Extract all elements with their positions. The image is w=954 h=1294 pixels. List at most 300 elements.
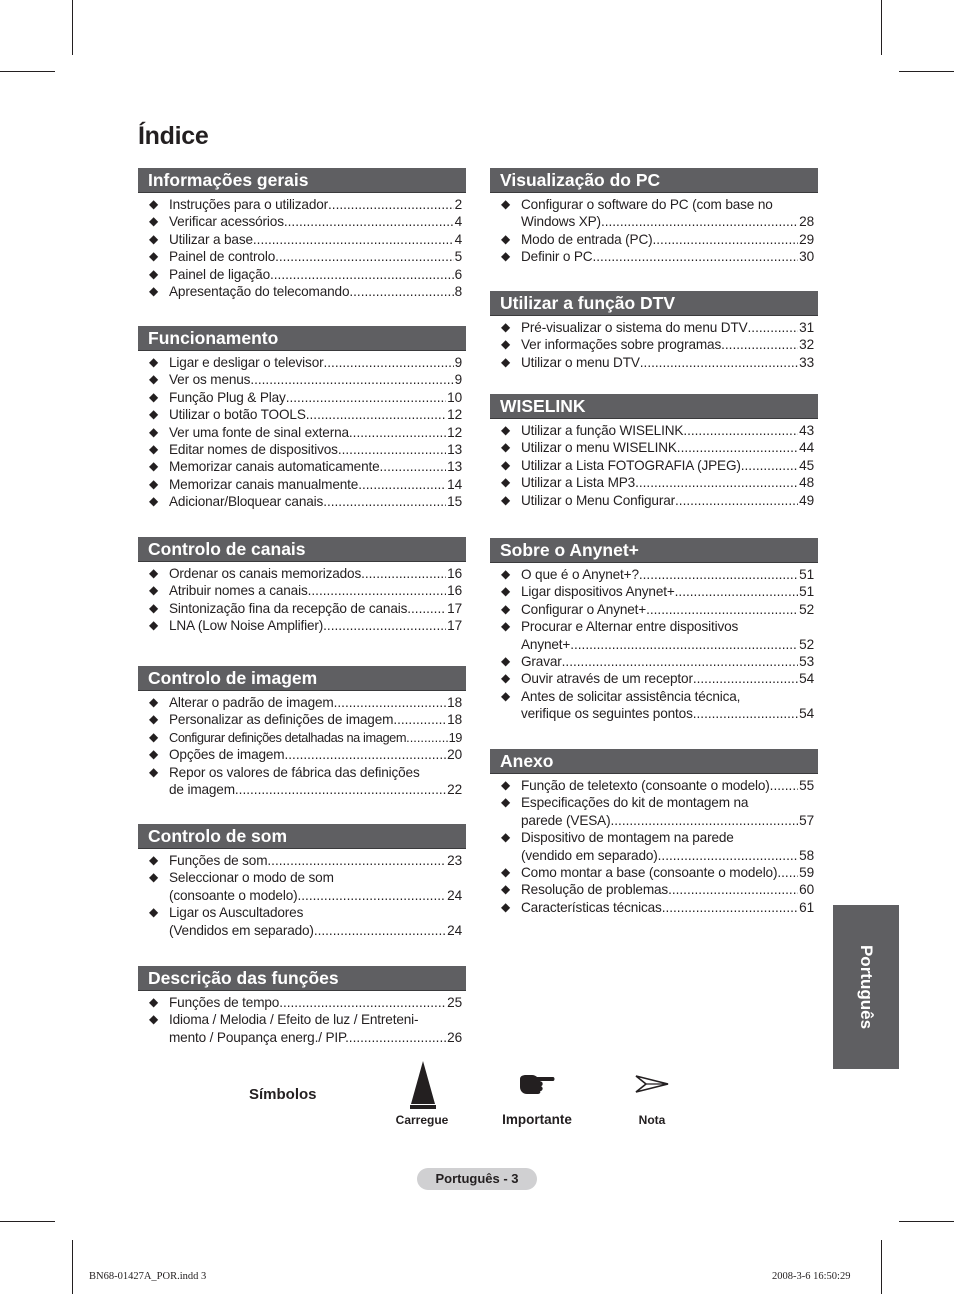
toc-page-number: 53 xyxy=(799,654,814,670)
toc-page-number: 4 xyxy=(454,214,462,230)
toc-entry[interactable] xyxy=(138,231,466,248)
toc-page-number: 55 xyxy=(799,778,814,793)
toc-entry-text: Instruções para o utilizador xyxy=(169,197,329,212)
toc-page-number: 57 xyxy=(799,812,814,828)
toc-entry-text: Painel de ligação xyxy=(169,266,270,282)
toc-entry[interactable] xyxy=(138,904,466,939)
toc-entry-text: Utilizar a Lista MP3 xyxy=(521,475,636,491)
dot-leader xyxy=(323,617,446,634)
toc-entry-text: Pré-visualizar o sistema do menu DTV xyxy=(521,320,748,335)
dot-leader xyxy=(683,422,798,439)
toc-page-number: 14 xyxy=(447,476,462,492)
crop-mark xyxy=(881,0,882,55)
dot-leader xyxy=(777,864,798,881)
toc-entry[interactable] xyxy=(490,601,818,618)
toc-entry-text: Utilizar a Lista FOTOGRAFIA (JPEG) xyxy=(521,457,741,473)
diamond-bullet-icon: ◆ xyxy=(501,354,511,369)
toc-entry[interactable] xyxy=(490,618,818,653)
diamond-bullet-icon: ◆ xyxy=(501,440,511,455)
toc-page-number: 51 xyxy=(799,567,814,582)
toc-page-number: 26 xyxy=(447,1029,462,1045)
dot-leader xyxy=(741,457,798,474)
toc-page-number: 16 xyxy=(447,583,462,599)
dot-leader xyxy=(328,196,454,213)
toc-entry[interactable] xyxy=(490,354,818,371)
toc-section-visualizacao-do-pc xyxy=(490,168,818,266)
toc-entry[interactable] xyxy=(138,869,466,904)
toc-entry-text: Utilizar o Menu Configurar xyxy=(521,492,676,508)
toc-entry-text: Ouvir através de um receptor xyxy=(521,671,693,687)
toc-page-number: 31 xyxy=(799,320,814,335)
diamond-bullet-icon: ◆ xyxy=(149,494,159,509)
diamond-bullet-icon: ◆ xyxy=(501,475,511,490)
diamond-bullet-icon: ◆ xyxy=(149,266,159,281)
language-side-tab-label: Português xyxy=(857,944,876,1030)
toc-page-number: 15 xyxy=(447,494,462,510)
toc-entry[interactable] xyxy=(138,441,466,458)
toc-entry-text: Funções de som xyxy=(169,853,268,868)
toc-entry[interactable] xyxy=(138,493,466,510)
toc-entry-text: Ordenar os canais memorizados xyxy=(169,566,362,581)
diamond-bullet-icon: ◆ xyxy=(149,995,159,1009)
toc-page-number: 25 xyxy=(447,995,462,1010)
diamond-bullet-icon: ◆ xyxy=(501,249,511,264)
toc-entry-text: Repor os valores de fábrica das definições xyxy=(169,764,420,780)
toc-page-number: 17 xyxy=(447,600,462,616)
dot-leader xyxy=(323,493,446,510)
dot-leader xyxy=(406,729,447,746)
toc-entry[interactable] xyxy=(138,565,466,582)
toc-entry-text: Utilizar o menu DTV xyxy=(521,354,640,370)
toc-entry[interactable] xyxy=(490,688,818,723)
toc-entry[interactable] xyxy=(138,729,466,746)
toc-page-number: 60 xyxy=(799,882,814,898)
section-heading: Visualização do PC xyxy=(490,168,818,193)
diamond-bullet-icon: ◆ xyxy=(501,567,511,581)
toc-entry[interactable] xyxy=(138,746,466,763)
diamond-bullet-icon: ◆ xyxy=(501,865,511,880)
toc-entry-text: (consoante o modelo) xyxy=(169,887,298,903)
crop-mark xyxy=(899,1221,954,1222)
toc-page-number: 30 xyxy=(799,249,814,265)
dot-leader xyxy=(662,899,798,916)
press-icon xyxy=(408,1060,438,1110)
toc-entry-text: Função de teletexto (consoante o modelo) xyxy=(521,778,770,793)
section-heading: Controlo de imagem xyxy=(138,666,466,691)
toc-entry-text: Ligar dispositivos Anynet+ xyxy=(521,584,675,600)
symbol-caption-note: Nota xyxy=(638,1113,666,1127)
toc-entry-text: Opções de imagem xyxy=(169,747,285,763)
diamond-bullet-icon: ◆ xyxy=(149,372,159,387)
toc-page-number: 18 xyxy=(447,695,462,710)
dot-leader xyxy=(393,711,446,728)
dot-leader xyxy=(653,231,799,248)
diamond-bullet-icon: ◆ xyxy=(501,231,511,246)
dot-leader xyxy=(646,601,798,618)
toc-entry-text: Gravar xyxy=(521,654,562,670)
toc-entry[interactable] xyxy=(138,389,466,406)
toc-page-number: 9 xyxy=(454,372,462,388)
dot-leader xyxy=(361,565,446,582)
toc-entry[interactable] xyxy=(490,422,818,439)
toc-entry-text: Apresentação do telecomando xyxy=(169,284,350,300)
dot-leader xyxy=(675,492,798,509)
dot-leader xyxy=(253,231,454,248)
toc-entry[interactable] xyxy=(490,864,818,881)
toc-section-controlo-de-imagem xyxy=(138,666,466,798)
toc-entry-text: Procurar e Alternar entre dispositivos xyxy=(521,619,739,635)
section-heading: Funcionamento xyxy=(138,326,466,351)
diamond-bullet-icon: ◆ xyxy=(501,899,511,914)
toc-entry[interactable] xyxy=(138,1011,466,1046)
toc-page-number: 54 xyxy=(799,706,814,722)
diamond-bullet-icon: ◆ xyxy=(149,389,159,404)
toc-entry[interactable] xyxy=(490,248,818,265)
dot-leader xyxy=(635,474,798,491)
toc-page-number: 6 xyxy=(454,266,462,282)
toc-entry[interactable] xyxy=(138,711,466,728)
toc-entry-text: Ver os menus xyxy=(169,372,251,388)
diamond-bullet-icon: ◆ xyxy=(501,492,511,507)
dot-leader xyxy=(570,636,798,653)
diamond-bullet-icon: ◆ xyxy=(149,566,159,580)
diamond-bullet-icon: ◆ xyxy=(501,830,511,845)
dot-leader xyxy=(592,248,798,265)
toc-page-number: 52 xyxy=(799,601,814,617)
print-slug-file: BN68-01427A_POR.indd 3 xyxy=(89,1271,207,1282)
toc-entry-text: Antes de solicitar assistência técnica, xyxy=(521,688,741,704)
diamond-bullet-icon: ◆ xyxy=(501,457,511,472)
toc-entry[interactable] xyxy=(490,336,818,353)
toc-entry-text: mento / Poupança energ./ PIP. xyxy=(169,1029,349,1045)
toc-page-number: 8 xyxy=(454,284,462,300)
dot-leader xyxy=(334,694,447,711)
dot-leader xyxy=(658,847,799,864)
diamond-bullet-icon: ◆ xyxy=(149,870,159,885)
dot-leader xyxy=(610,812,798,829)
toc-page-number: 49 xyxy=(799,492,814,508)
section-heading: Descrição das funções xyxy=(138,966,466,991)
diamond-bullet-icon: ◆ xyxy=(149,905,159,920)
crop-mark xyxy=(881,1240,882,1294)
toc-entry[interactable] xyxy=(490,196,818,231)
toc-entry[interactable] xyxy=(138,617,466,634)
diamond-bullet-icon: ◆ xyxy=(149,459,159,474)
dot-leader xyxy=(284,213,454,230)
toc-entry[interactable] xyxy=(490,670,818,687)
dot-leader xyxy=(693,670,798,687)
section-heading: Anexo xyxy=(490,749,818,774)
toc-entry[interactable] xyxy=(138,248,466,265)
toc-entry-text: Como montar a base (consoante o modelo) xyxy=(521,865,778,881)
toc-entry-text: Configurar o software do PC (com base no xyxy=(521,197,773,212)
toc-section-sobre-o-anynet xyxy=(490,538,818,723)
toc-entry-text: Personalizar as definições de imagem xyxy=(169,712,394,728)
toc-entry-text: Utilizar a função WISELINK xyxy=(521,423,684,438)
dot-leader xyxy=(308,582,447,599)
toc-entry[interactable] xyxy=(138,406,466,423)
dot-leader xyxy=(338,441,446,458)
toc-page-number: 51 xyxy=(799,584,814,600)
toc-entry-text: (Vendidos em separado) xyxy=(169,922,314,938)
diamond-bullet-icon: ◆ xyxy=(149,355,159,369)
toc-entry[interactable] xyxy=(490,653,818,670)
toc-entry[interactable] xyxy=(138,354,466,371)
toc-page-number: 5 xyxy=(454,249,462,265)
toc-entry[interactable] xyxy=(138,213,466,230)
diamond-bullet-icon: ◆ xyxy=(149,197,159,211)
toc-entry-text: Ligar os Auscultadores xyxy=(169,905,304,921)
toc-entry[interactable] xyxy=(138,476,466,493)
toc-entry-text: Memorizar canais manualmente xyxy=(169,476,359,492)
crop-mark xyxy=(72,1240,73,1294)
toc-entry-text: Verificar acessórios xyxy=(169,214,284,230)
section-heading: Controlo de canais xyxy=(138,537,466,562)
toc-section-funcionamento xyxy=(138,326,466,511)
diamond-bullet-icon: ◆ xyxy=(149,764,159,779)
dot-leader xyxy=(270,266,454,283)
toc-entry[interactable] xyxy=(138,694,466,711)
dot-leader xyxy=(286,389,446,406)
diamond-bullet-icon: ◆ xyxy=(501,197,511,211)
section-heading: Utilizar a função DTV xyxy=(490,291,818,316)
dot-leader xyxy=(677,439,798,456)
toc-entry[interactable] xyxy=(490,231,818,248)
dot-leader xyxy=(640,354,798,371)
page-title: Índice xyxy=(138,122,209,150)
toc-entry-text: Utilizar a base xyxy=(169,231,253,247)
toc-page-number: 19 xyxy=(448,729,462,745)
diamond-bullet-icon: ◆ xyxy=(501,688,511,703)
toc-entry[interactable] xyxy=(490,457,818,474)
toc-entry[interactable] xyxy=(490,881,818,898)
dot-leader xyxy=(349,283,453,300)
toc-page-number: 17 xyxy=(447,618,462,634)
toc-page-number: 9 xyxy=(454,355,462,370)
toc-entry-text: Adicionar/Bloquear canais xyxy=(169,494,324,510)
toc-entry-text: Funções de tempo xyxy=(169,995,280,1010)
toc-entry-text: Função Plug & Play xyxy=(169,389,286,405)
diamond-bullet-icon: ◆ xyxy=(501,619,511,634)
toc-entry-text: Características técnicas xyxy=(521,899,662,915)
crop-mark xyxy=(72,0,73,55)
dot-leader xyxy=(284,746,446,763)
dot-leader xyxy=(562,653,799,670)
toc-entry-text: parede (VESA) xyxy=(521,812,611,828)
toc-page-number: 32 xyxy=(799,337,814,353)
toc-page-number: 23 xyxy=(447,853,462,868)
section-heading: Controlo de som xyxy=(138,824,466,849)
toc-entry-text: Ver uma fonte de sinal externa xyxy=(169,424,349,440)
toc-entry-text: Utilizar o botão TOOLS xyxy=(169,407,306,423)
dot-leader xyxy=(279,994,446,1011)
page-number-badge: Português - 3 xyxy=(417,1168,537,1190)
dot-leader xyxy=(668,881,798,898)
diamond-bullet-icon: ◆ xyxy=(149,712,159,727)
toc-entry[interactable] xyxy=(138,458,466,475)
diamond-bullet-icon: ◆ xyxy=(149,695,159,709)
toc-entry[interactable] xyxy=(138,582,466,599)
diamond-bullet-icon: ◆ xyxy=(149,424,159,439)
toc-entry-text: O que é o Anynet+? xyxy=(521,567,639,582)
toc-entry-text: Configurar definições detalhadas na imagem xyxy=(169,729,407,745)
toc-entry[interactable] xyxy=(138,283,466,300)
toc-entry[interactable] xyxy=(490,439,818,456)
section-heading: Sobre o Anynet+ xyxy=(490,538,818,563)
toc-section-utilizar-a-funcao-dtv xyxy=(490,291,818,371)
toc-entry[interactable] xyxy=(138,196,466,213)
toc-page-number: 52 xyxy=(799,636,814,652)
dot-leader xyxy=(721,336,798,353)
dot-leader xyxy=(235,781,446,798)
dot-leader xyxy=(314,922,446,939)
toc-page-number: 43 xyxy=(799,423,814,438)
diamond-bullet-icon: ◆ xyxy=(501,882,511,897)
toc-entry[interactable] xyxy=(138,852,466,869)
toc-page-number: 18 xyxy=(447,712,462,728)
toc-entry-text: verifique os seguintes pontos xyxy=(521,706,693,722)
toc-page-number: 22 xyxy=(447,782,462,798)
diamond-bullet-icon: ◆ xyxy=(501,778,511,792)
arrow-note-icon xyxy=(634,1074,670,1094)
dot-leader xyxy=(358,476,446,493)
toc-page-number: 12 xyxy=(447,407,462,423)
toc-entry[interactable] xyxy=(490,794,818,829)
toc-page-number: 28 xyxy=(799,214,814,230)
toc-entry[interactable] xyxy=(138,994,466,1011)
toc-entry[interactable] xyxy=(490,319,818,336)
dot-leader xyxy=(693,705,798,722)
toc-section-descricao-das-funcoes xyxy=(138,966,466,1046)
crop-mark xyxy=(899,71,954,72)
toc-page-number: 24 xyxy=(447,922,462,938)
diamond-bullet-icon: ◆ xyxy=(501,654,511,669)
toc-entry[interactable] xyxy=(138,371,466,388)
diamond-bullet-icon: ◆ xyxy=(149,407,159,422)
toc-page-number: 33 xyxy=(799,354,814,370)
dot-leader xyxy=(770,777,799,794)
crop-mark xyxy=(0,71,55,72)
toc-entry-text: Especificações do kit de montagem na xyxy=(521,795,749,811)
toc-entry[interactable] xyxy=(490,492,818,509)
toc-entry[interactable] xyxy=(490,777,818,794)
toc-entry-text: Configurar o Anynet+ xyxy=(521,601,647,617)
diamond-bullet-icon: ◆ xyxy=(149,853,159,867)
toc-entry[interactable] xyxy=(138,266,466,283)
toc-entry-text: Dispositivo de montagem na parede xyxy=(521,830,734,846)
diamond-bullet-icon: ◆ xyxy=(501,423,511,437)
diamond-bullet-icon: ◆ xyxy=(501,320,511,334)
toc-entry-text: de imagem xyxy=(169,782,235,798)
toc-page-number: 24 xyxy=(447,887,462,903)
toc-entry-text: Ver informações sobre programas xyxy=(521,337,722,353)
toc-entry[interactable] xyxy=(490,474,818,491)
dot-leader xyxy=(748,319,799,336)
section-heading: WISELINK xyxy=(490,394,818,419)
toc-entry-text: Utilizar o menu WISELINK xyxy=(521,440,677,456)
toc-entry-text: Atribuir nomes a canais xyxy=(169,583,308,599)
dot-leader xyxy=(639,566,798,583)
diamond-bullet-icon: ◆ xyxy=(149,249,159,264)
symbol-caption-press: Carregue xyxy=(395,1113,449,1127)
symbol-caption-important: Importante xyxy=(502,1112,572,1127)
diamond-bullet-icon: ◆ xyxy=(149,747,159,762)
toc-section-controlo-de-canais xyxy=(138,537,466,635)
toc-entry-text: Ligar e desligar o televisor xyxy=(169,355,324,370)
toc-entry-text: Alterar o padrão de imagem xyxy=(169,695,334,710)
dot-leader xyxy=(267,852,446,869)
crop-mark xyxy=(0,1221,55,1222)
toc-entry-text: Windows XP) xyxy=(521,214,601,230)
toc-entry-text: Painel de controlo xyxy=(169,249,276,265)
toc-entry[interactable] xyxy=(490,566,818,583)
diamond-bullet-icon: ◆ xyxy=(149,476,159,491)
dot-leader xyxy=(275,248,453,265)
toc-page-number: 54 xyxy=(799,671,814,687)
dot-leader xyxy=(323,354,453,371)
toc-page-number: 20 xyxy=(447,747,462,763)
toc-entry[interactable] xyxy=(138,424,466,441)
pointing-hand-icon xyxy=(518,1073,556,1095)
symbols-label: Símbolos xyxy=(249,1086,317,1103)
toc-entry[interactable] xyxy=(490,899,818,916)
dot-leader xyxy=(349,1029,446,1046)
dot-leader xyxy=(601,213,798,230)
toc-entry[interactable] xyxy=(490,829,818,864)
toc-page-number: 45 xyxy=(799,457,814,473)
toc-entry-text: Modo de entrada (PC) xyxy=(521,231,653,247)
toc-page-number: 16 xyxy=(447,566,462,581)
toc-section-informacoes-gerais xyxy=(138,168,466,300)
toc-page-number: 44 xyxy=(799,440,814,456)
diamond-bullet-icon: ◆ xyxy=(501,337,511,352)
toc-page-number: 59 xyxy=(799,865,814,881)
diamond-bullet-icon: ◆ xyxy=(149,618,159,633)
dot-leader xyxy=(407,600,446,617)
toc-entry[interactable] xyxy=(138,600,466,617)
diamond-bullet-icon: ◆ xyxy=(501,584,511,599)
toc-entry-text: Seleccionar o modo de som xyxy=(169,870,334,886)
toc-entry-text: Anynet+ xyxy=(521,636,571,652)
dot-leader xyxy=(675,583,799,600)
toc-entry[interactable] xyxy=(490,583,818,600)
diamond-bullet-icon: ◆ xyxy=(501,671,511,686)
dot-leader xyxy=(250,371,453,388)
diamond-bullet-icon: ◆ xyxy=(501,795,511,810)
language-side-tab xyxy=(833,905,899,1069)
toc-section-wiselink xyxy=(490,394,818,509)
toc-entry-text: Memorizar canais automaticamente xyxy=(169,459,380,475)
dot-leader xyxy=(306,406,446,423)
toc-page-number: 13 xyxy=(447,459,462,475)
toc-page-number: 4 xyxy=(454,231,462,247)
toc-entry-text: Editar nomes de dispositivos xyxy=(169,442,338,458)
diamond-bullet-icon: ◆ xyxy=(149,284,159,299)
toc-entry-text: (vendido em separado) xyxy=(521,847,658,863)
toc-entry[interactable] xyxy=(138,764,466,799)
dot-leader xyxy=(380,458,447,475)
diamond-bullet-icon: ◆ xyxy=(149,442,159,457)
toc-entry-text: Definir o PC xyxy=(521,249,593,265)
toc-page-number: 29 xyxy=(799,231,814,247)
toc-entry-text: LNA (Low Noise Amplifier) xyxy=(169,618,324,634)
diamond-bullet-icon: ◆ xyxy=(149,583,159,598)
diamond-bullet-icon: ◆ xyxy=(149,231,159,246)
toc-page-number: 13 xyxy=(447,442,462,458)
toc-page-number: 58 xyxy=(799,847,814,863)
toc-page-number: 48 xyxy=(799,475,814,491)
section-heading: Informações gerais xyxy=(138,168,466,193)
